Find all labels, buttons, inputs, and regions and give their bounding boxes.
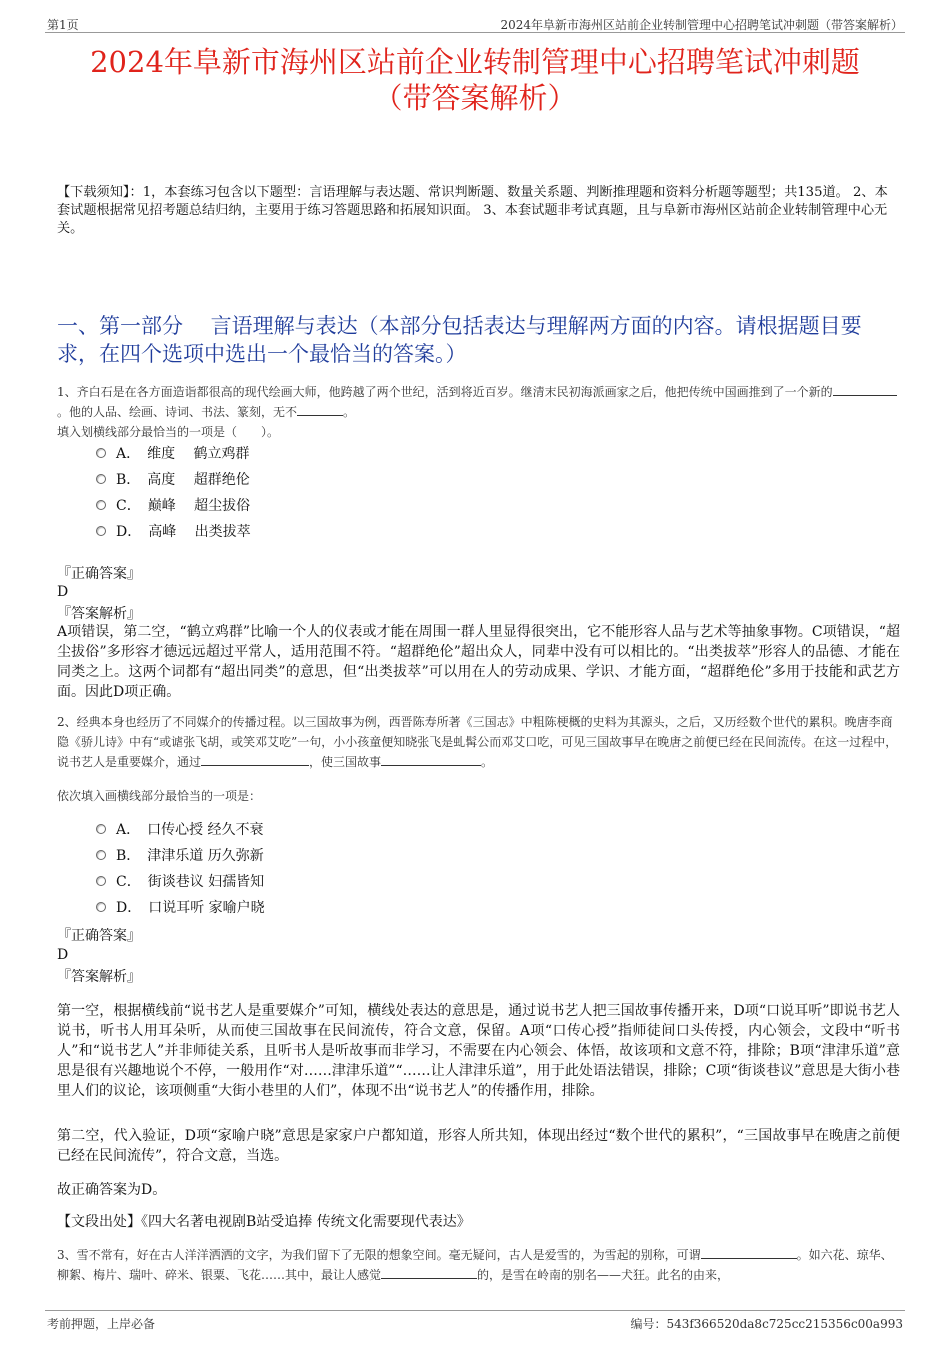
section-heading: 一、第一部分 言语理解与表达（本部分包括表达与理解两方面的内容。请根据题目要求，在四个选项中选出一个最恰当的答案。） xyxy=(57,314,862,366)
option-b[interactable]: B． 津津乐道 历久弥新 xyxy=(96,843,265,869)
blank xyxy=(833,382,897,396)
question-2-options xyxy=(96,817,265,921)
option-b[interactable]: B． 高度 超群绝伦 xyxy=(96,467,251,493)
question-2-analysis-p1: 第一空，根据横线前“说书艺人是重要媒介”可知，横线处表达的意思是，通过说书艺人把三国故事传播开来，D项“口说耳听”即说书艺人说书，听书人用耳朵听，从而使三国故事在民间流传，符合文意，保留。A项“口传心授”指师徒间口头传授，内心领会，文段中“听书人”和“说书艺人”并非师徒关系，且听书人是听故事而非学习，不需要在内心领会、体悟，故该项和文意不符，排除；B项“津津乐道”意思是很有兴趣地说个不停，一般用作“对……津津乐道”“……让人津津乐道”，用于此处语法错误，排除；C项“街谈巷议”意思是大街小巷里人们的议论，该项侧重“大街小巷里的人们”，体现不出“说书艺人”的传播作用，排除。 xyxy=(57,1003,900,1099)
question-1-analysis: A项错误，第二空，“鹤立鸡群”比喻一个人的仪表或才能在周围一群人里显得很突出，它不能形容人品与艺术等抽象事物。C项错误，“超尘拔俗”多形容才德远远超过平常人，适用范围不符。“超群绝伦”超出众人，同辈中没有可以相比的。“出类拔萃”形容人的品德、才能在同类之上。这两个词都有“超出同类”的意思，但“出类拔萃”可以用在人的劳动成果、学识、才能方面，“超群绝伦”多用于技能和武艺方面。因此D项正确。 xyxy=(57,624,900,700)
title-line-2: （带答案解析） xyxy=(373,81,577,115)
radio-button[interactable] xyxy=(96,850,106,860)
option-c[interactable]: C． 巅峰 超尘拔俗 xyxy=(96,493,251,519)
question-2-analysis-p2: 第二空，代入验证，D项“家喻户晓”意思是家家户户都知道，形容人所共知，体现出经过“数个世代的累积”，“三国故事早在晚唐之前便已经在民间流传”，符合文意，当选。 xyxy=(57,1128,900,1164)
blank xyxy=(297,402,343,416)
question-2-analysis-p3: 故正确答案为D。 xyxy=(57,1182,167,1198)
radio-button[interactable] xyxy=(96,500,106,510)
question-1-answer-label: 『正确答案』 xyxy=(57,566,141,582)
option-a[interactable]: A． 口传心授 经久不衰 xyxy=(96,817,265,843)
radio-button[interactable] xyxy=(96,902,106,912)
question-1-stem: 1、齐白石是在各方面造诣都很高的现代绘画大师，他跨越了两个世纪，活到将近百岁。继清末民初海派画家之后，他把传统中国画推到了一个新的。他的人品、绘画、诗词、书法、篆刻，无不 。 填入划横线部分最恰当的一项是（ ）。 xyxy=(57,382,902,442)
radio-button[interactable] xyxy=(96,448,106,458)
title-line-1: 2024年阜新市海州区站前企业转制管理中心招聘笔试冲刺题 xyxy=(90,45,860,79)
question-1-analysis-label: 『答案解析』 xyxy=(57,606,141,622)
download-notice: 【下载须知】：1，本套练习包含以下题型：言语理解与表达题、常识判断题、数量关系题、判断推理题和资料分析题等题型；共135道。 2、本套试题根据常见招考题总结归纳，主要用于练习答题思路和拓展知识面。 3、本套试题非考试真题，且与阜新市海州区站前企业转制管理中心无关。 xyxy=(57,185,888,236)
blank xyxy=(381,752,481,766)
footer-serial: 编号：543f366520da8c725cc215356c00a993 xyxy=(630,1317,903,1331)
footer-slogan: 考前押题，上岸必备 xyxy=(47,1317,156,1331)
page-number: 第1页 xyxy=(47,18,79,32)
radio-button[interactable] xyxy=(96,876,106,886)
radio-button[interactable] xyxy=(96,474,106,484)
blank xyxy=(201,752,309,766)
question-2-prompt: 依次填入画横线部分最恰当的一项是： xyxy=(57,789,262,803)
question-2-source: 【文段出处】《四大名著电视剧B站受追捧 传统文化需要现代表达》 xyxy=(57,1214,471,1230)
question-1-answer: D xyxy=(57,584,69,600)
header-doc-title: 2024年阜新市海州区站前企业转制管理中心招聘笔试冲刺题（带答案解析） xyxy=(500,18,903,32)
radio-button[interactable] xyxy=(96,526,106,536)
option-a[interactable]: A． 维度 鹤立鸡群 xyxy=(96,441,251,467)
option-d[interactable]: D． 口说耳听 家喻户晓 xyxy=(96,895,265,921)
page-footer xyxy=(45,1310,905,1333)
question-1-options xyxy=(96,441,251,545)
option-d[interactable]: D． 高峰 出类拔萃 xyxy=(96,519,251,545)
question-2-analysis-label: 『答案解析』 xyxy=(57,969,141,985)
page-header xyxy=(45,14,905,33)
question-2-answer: D xyxy=(57,947,69,963)
blank xyxy=(381,1265,477,1279)
question-1-prompt: 填入划横线部分最恰当的一项是（ ）。 xyxy=(57,425,280,439)
blank xyxy=(701,1245,797,1259)
question-3-stem: 3、雪不常有，好在古人洋洋洒洒的文字，为我们留下了无限的想象空间。毫无疑问，古人是爱雪的，为雪起的别称，可谓 。如六花、琼华、柳絮、梅片、瑞叶、碎米、银粟、飞花……其中，最让人感觉 的，是雪在岭南的别名——犬狂。此名的由来， xyxy=(57,1245,902,1285)
question-2-answer-label: 『正确答案』 xyxy=(57,928,141,944)
document-title xyxy=(40,44,910,116)
option-c[interactable]: C． 街谈巷议 妇孺皆知 xyxy=(96,869,265,895)
question-2-stem: 2、经典本身也经历了不同媒介的传播过程。以三国故事为例，西晋陈寿所著《三国志》中粗陈梗概的史料为其源头，之后，又历经数个世代的累积。晚唐李商隐《骄儿诗》中有“或谑张飞胡，或笑邓艾吃”一句，小小孩童便知晓张飞是虬髯公而邓艾口吃，可见三国故事早在晚唐之前便已经在民间流传。在这一过程中，说书艺人是重要媒介，通过 ，使三国故事 。 xyxy=(57,715,898,769)
radio-button[interactable] xyxy=(96,824,106,834)
